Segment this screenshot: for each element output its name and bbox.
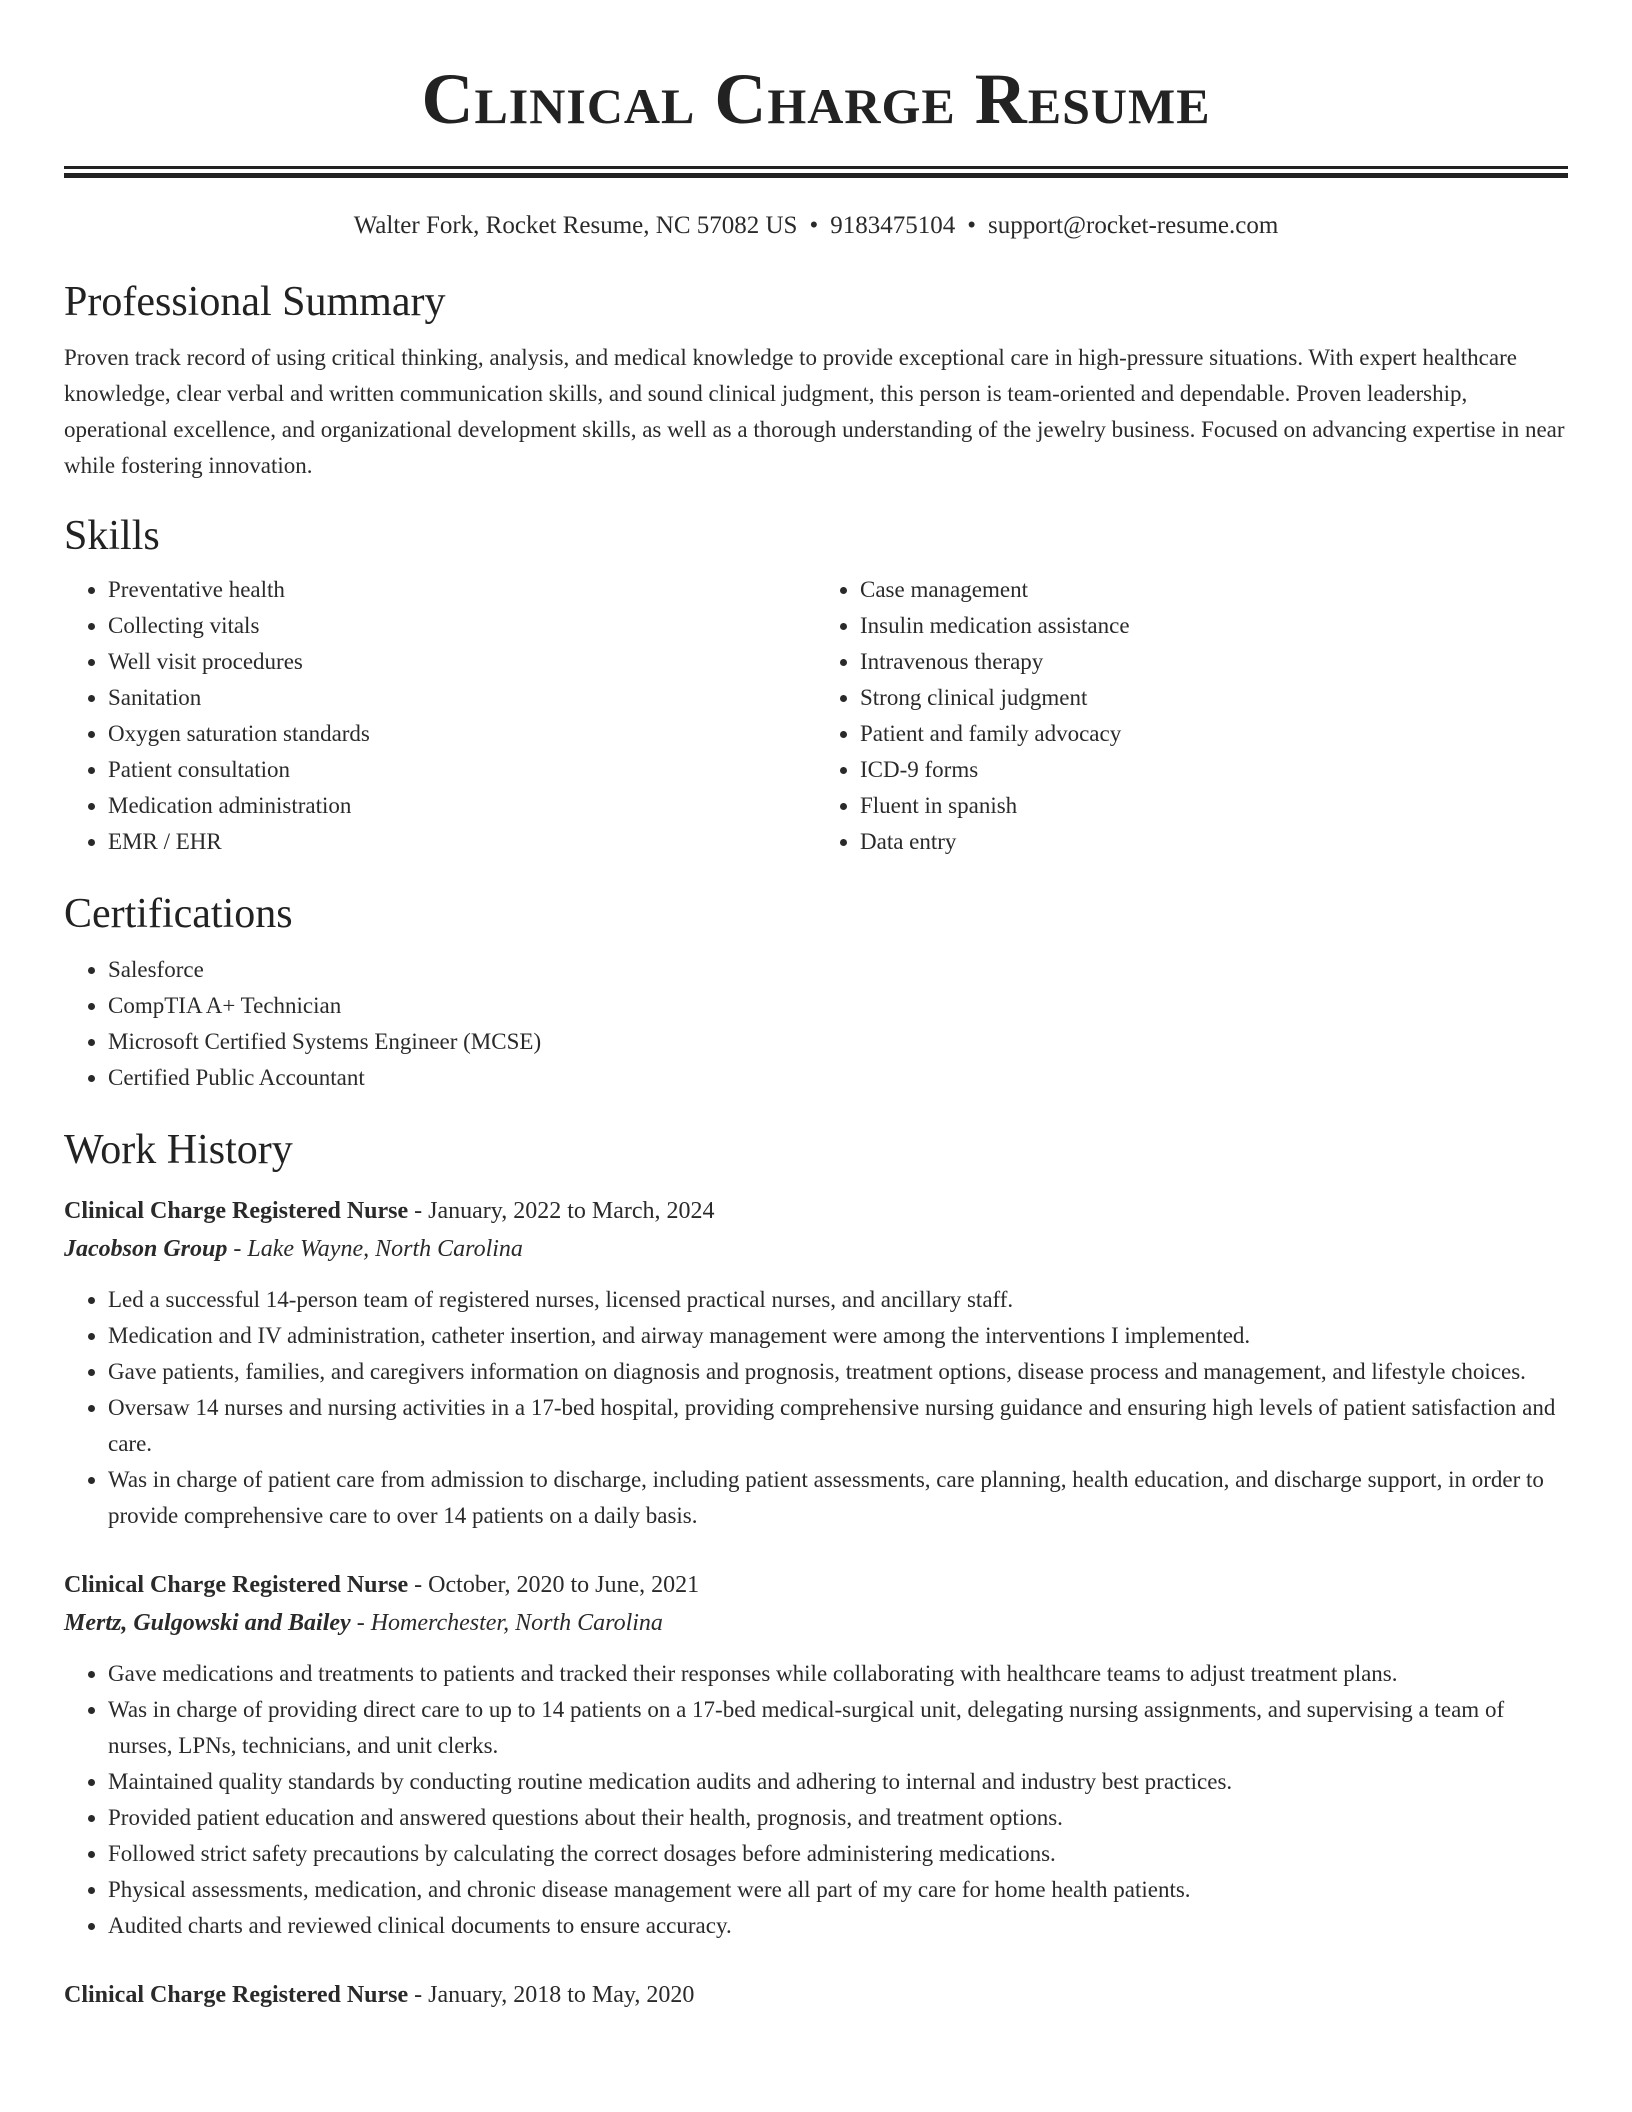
job-dates: - January, 2022 to March, 2024 <box>408 1198 715 1224</box>
skill-item: • Intravenous therapy <box>860 644 1568 680</box>
job-company-line <box>64 1230 1568 1268</box>
job-bullet: • Oversaw 14 nurses and nursing activities in a 17-bed hospital, providing comprehensive nursing guidance and ensuring high levels of patient satisfaction and care. <box>108 1390 1568 1462</box>
job-title-line <box>64 1566 1568 1604</box>
skill-item: • Well visit procedures <box>108 644 816 680</box>
resume-title: Clinical Charge Resume <box>421 59 1211 139</box>
contact-separator: • <box>967 212 976 239</box>
job-bullet: • Was in charge of providing direct care to up to 14 patients on a 17-bed medical-surgical unit, delegating nursing assignments, and supervising a team of nurses, LPNs, technicians, and unit clerks. <box>108 1692 1568 1764</box>
skill-item: • Data entry <box>860 824 1568 860</box>
contact-separator: • <box>809 212 819 239</box>
job-bullet: • Led a successful 14-person team of registered nurses, licensed practical nurses, and ancillary staff. <box>108 1282 1568 1318</box>
skills-heading: Skills <box>64 513 160 559</box>
job-bullet: • Gave patients, families, and caregivers information on diagnosis and prognosis, treatment options, disease process and management, and lifestyle choices. <box>108 1354 1568 1390</box>
job-bullet: • Maintained quality standards by conducting routine medication audits and adhering to internal and industry best practices. <box>108 1764 1568 1800</box>
skill-item: • Insulin medication assistance <box>860 608 1568 644</box>
job-title: Clinical Charge Registered Nurse <box>64 1982 409 2008</box>
skill-item: • ICD-9 forms <box>860 752 1568 788</box>
certification-item: • Salesforce <box>108 952 1568 988</box>
job-company: Jacobson Group <box>64 1236 228 1262</box>
job-bullet: • Medication and IV administration, catheter insertion, and airway management were among the interventions I implemented. <box>108 1318 1568 1354</box>
job-title-line <box>64 1976 1568 2014</box>
job-entry <box>64 1976 1568 2014</box>
job-location: - Lake Wayne, North Carolina <box>227 1236 523 1262</box>
skill-item: • Sanitation <box>108 680 816 716</box>
job-location: - Homerchester, North Carolina <box>350 1610 663 1636</box>
job-bullet: • Gave medications and treatments to patients and tracked their responses while collaborating with healthcare teams to adjust treatment plans. <box>108 1656 1568 1692</box>
job-bullet: • Audited charts and reviewed clinical documents to ensure accuracy. <box>108 1908 1568 1944</box>
certification-item: • CompTIA A+ Technician <box>108 988 1568 1024</box>
job-dates: - January, 2018 to May, 2020 <box>408 1982 695 2008</box>
skill-item: • Preventative health <box>108 572 816 608</box>
certifications-list <box>64 952 1568 1096</box>
contact-phone: 9183475104 <box>830 212 956 239</box>
job-bullet: • Provided patient education and answered questions about their health, prognosis, and treatment options. <box>108 1800 1568 1836</box>
skill-item: • EMR / EHR <box>108 824 816 860</box>
skills-list-left <box>64 572 816 860</box>
skill-item: • Patient consultation <box>108 752 816 788</box>
skills-list-right <box>816 572 1568 860</box>
summary-heading: Professional Summary <box>64 279 446 325</box>
skill-item: • Strong clinical judgment <box>860 680 1568 716</box>
job-dates: - October, 2020 to June, 2021 <box>408 1572 700 1598</box>
job-entry <box>64 1192 1568 1534</box>
job-company: Mertz, Gulgowski and Bailey <box>64 1610 351 1636</box>
skill-item: • Fluent in spanish <box>860 788 1568 824</box>
skill-item: • Patient and family advocacy <box>860 716 1568 752</box>
job-bullet: • Physical assessments, medication, and chronic disease management were all part of my care for home health patients. <box>108 1872 1568 1908</box>
contact-line <box>64 210 1568 242</box>
job-bullets <box>64 1282 1568 1534</box>
job-entry <box>64 1566 1568 1944</box>
skill-item: • Medication administration <box>108 788 816 824</box>
job-title: Clinical Charge Registered Nurse <box>64 1198 409 1224</box>
skill-item: • Collecting vitals <box>108 608 816 644</box>
job-company-line <box>64 1604 1568 1642</box>
summary-text: Proven track record of using critical thinking, analysis, and medical knowledge to provide exceptional care in high-pressure situations. With expert healthcare knowledge, clear verbal and written communication skills, and sound clinical judgment, this person is team-oriented and dependable. Proven leadership, operational excellence, and organizational development skills, as well as a thorough understanding of the jewelry business. Focused on advancing expertise in near while fostering innovation. <box>64 345 1565 478</box>
certifications-heading: Certifications <box>64 891 293 937</box>
certification-item: • Certified Public Accountant <box>108 1060 1568 1096</box>
job-bullets <box>64 1656 1568 1944</box>
job-bullet: • Followed strict safety precautions by calculating the correct dosages before administering medications. <box>108 1836 1568 1872</box>
job-title: Clinical Charge Registered Nurse <box>64 1572 409 1598</box>
job-title-line <box>64 1192 1568 1230</box>
skills-columns <box>64 572 1568 860</box>
certification-item: • Microsoft Certified Systems Engineer (MCSE) <box>108 1024 1568 1060</box>
resume-page <box>64 0 1568 2014</box>
job-bullet: • Was in charge of patient care from admission to discharge, including patient assessments, care planning, health education, and discharge support, in order to provide comprehensive care to over 14 patients on a daily basis. <box>108 1462 1568 1534</box>
work-history-heading: Work History <box>64 1127 293 1173</box>
contact-address: Walter Fork, Rocket Resume, NC 57082 US <box>353 212 798 239</box>
skill-item: • Case management <box>860 572 1568 608</box>
contact-email: support@rocket-resume.com <box>988 212 1279 239</box>
title-double-rule <box>64 166 1568 178</box>
skill-item: • Oxygen saturation standards <box>108 716 816 752</box>
